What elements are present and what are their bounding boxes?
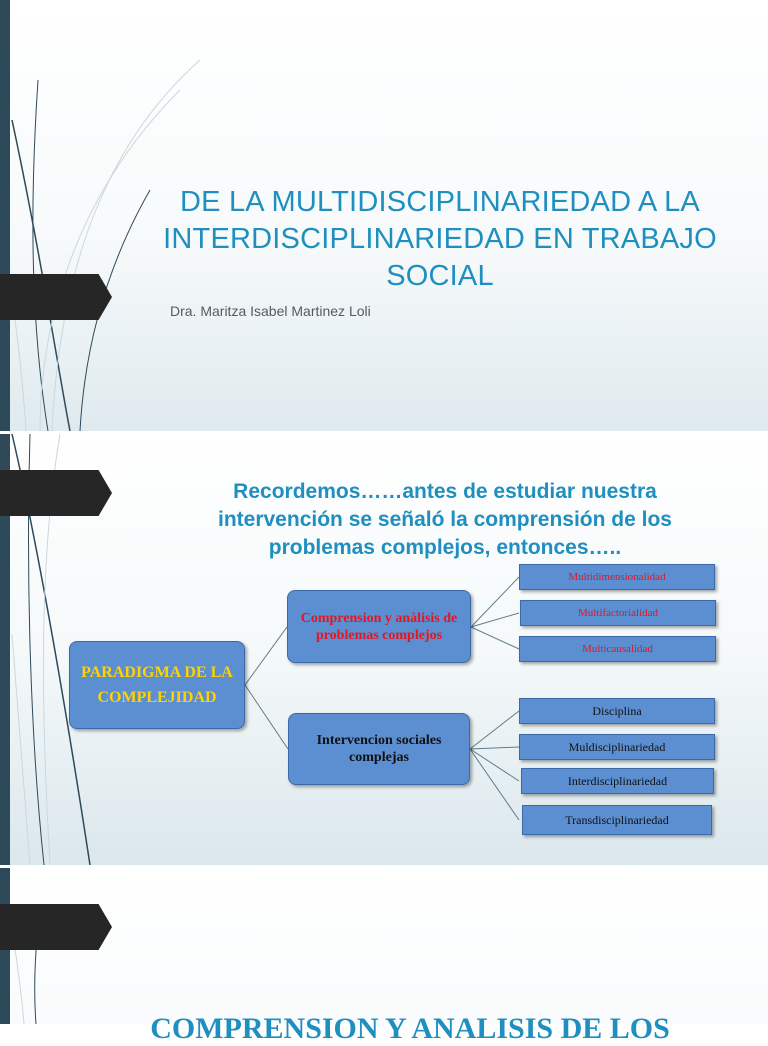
diagram-leaf-multidimensionalidad: Multidimensionalidad xyxy=(519,564,715,590)
diagram-leaf-transdisciplinariedad: Transdisciplinariedad xyxy=(522,805,712,835)
diagram-root-node: PARADIGMA DE LA COMPLEJIDAD xyxy=(69,641,245,729)
diagram-leaf-disciplina: Disciplina xyxy=(519,698,715,724)
slide-heading: Recordemos……antes de estudiar nuestra intervención se señaló la comprensión de los problemas complejos, entonces….. xyxy=(218,480,672,559)
diagram-branch-comprension: Comprension y anàlisis de problemas complejos xyxy=(287,590,471,663)
diagram-leaf-multicausalidad: Multicausalidad xyxy=(519,636,716,662)
slide-title: COMPRENSION Y ANALISIS DE LOS xyxy=(150,1012,670,1045)
slide-subtitle: Dra. Maritza Isabel Martinez Loli xyxy=(170,303,371,319)
slide-title: DE LA MULTIDISCIPLINARIEDAD A LA INTERDISCIPLINARIEDAD EN TRABAJO SOCIAL xyxy=(163,186,717,292)
diagram-leaf-muldisciplinariedad: Muldisciplinariedad xyxy=(519,734,715,760)
diagram-leaf-interdisciplinariedad: Interdisciplinariedad xyxy=(521,768,714,794)
diagram-leaf-multifactorialidad: Multifactorialidad xyxy=(520,600,716,626)
diagram-branch-intervencion: Intervencion sociales complejas xyxy=(288,713,470,785)
